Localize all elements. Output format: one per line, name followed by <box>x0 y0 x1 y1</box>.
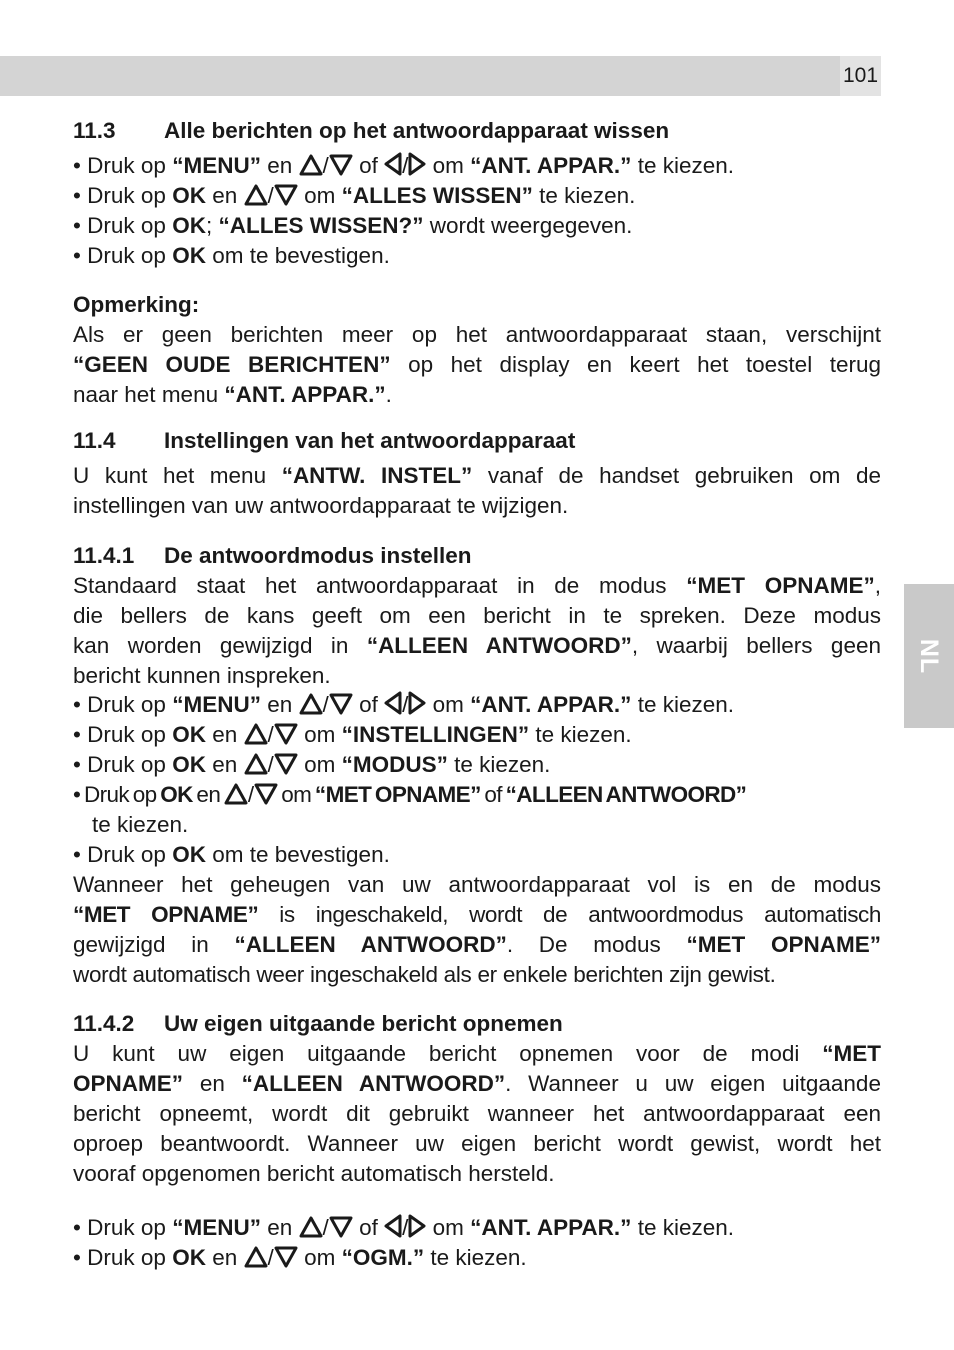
page-number: 101 <box>840 56 881 96</box>
note-line-2 <box>73 350 881 380</box>
bullet: • <box>73 1215 81 1240</box>
text: en <box>267 692 293 717</box>
text: Standaard staat het antwoordapparaat in de modus <box>73 573 667 598</box>
key-ogm: “OGM.” <box>341 1245 425 1270</box>
s11-4-2-line-5 <box>73 1159 881 1189</box>
text: te kiezen. <box>430 1245 527 1270</box>
up-arrow-icon <box>299 154 323 176</box>
key-antw-instel: “ANTW. INSTEL” <box>281 463 473 488</box>
text: . De modus <box>506 932 661 957</box>
section-number: 11.4 <box>73 428 116 453</box>
language-tab-label: NL <box>915 638 944 674</box>
key-alles-wissen-question: “ALLES WISSEN?” <box>218 213 424 238</box>
text: bericht kunnen inspreken. <box>73 663 331 688</box>
key-ok: OK <box>172 842 206 867</box>
text: om <box>281 782 312 807</box>
s11-4-2-line-4 <box>73 1129 881 1159</box>
slash: / <box>267 1245 274 1270</box>
s11-4-1-line-2 <box>73 601 881 631</box>
slash: / <box>267 722 274 747</box>
key-ok: OK <box>172 1245 206 1270</box>
key-met-opname: “MET OPNAME” <box>686 573 875 598</box>
s11-4-1-para2-line-4 <box>73 960 881 990</box>
right-arrow-icon <box>408 1214 426 1238</box>
text: vanaf de handset gebruiken om de <box>487 463 882 488</box>
text: vooraf opgenomen bericht automatisch hersteld. <box>73 1161 555 1186</box>
text: en <box>267 153 293 178</box>
section-heading-11-4-2 <box>73 1009 881 1039</box>
section-title: Uw eigen uitgaande bericht opnemen <box>164 1011 563 1036</box>
key-ant-appar: “ANT. APPAR.” <box>470 1215 632 1240</box>
slash: / <box>402 692 409 717</box>
key-instellingen: “INSTELLINGEN” <box>341 722 530 747</box>
section-heading-11-3 <box>73 116 881 146</box>
text: gewijzigd in <box>73 932 209 957</box>
section-heading-11-4-1 <box>73 541 881 571</box>
right-arrow-icon <box>408 691 426 715</box>
note-line-1 <box>73 320 881 350</box>
step-ok-modus <box>73 750 881 780</box>
key-met-opname: “MET OPNAME” <box>314 782 481 807</box>
text: te kiezen. <box>539 183 636 208</box>
text: Druk op <box>87 1245 166 1270</box>
text: wordt weergegeven. <box>429 213 633 238</box>
text: bericht opneemt, wordt dit gebruikt wanneer het antwoordapparaat een <box>73 1101 881 1126</box>
down-arrow-icon <box>329 693 353 715</box>
section-heading-11-4 <box>73 426 881 456</box>
text: op het display en keert het toestel terug <box>408 352 881 377</box>
down-arrow-icon <box>274 753 298 775</box>
key-ant-appar: “ANT. APPAR.” <box>224 382 386 407</box>
bullet: • <box>73 243 81 268</box>
text: te kiezen. <box>92 812 189 837</box>
s11-4-1-line-4 <box>73 661 881 691</box>
s11-4-1-para2-line-3 <box>73 930 881 960</box>
note-title-text: Opmerking: <box>73 292 200 317</box>
step-ok-confirm <box>73 241 881 271</box>
slash: / <box>267 183 274 208</box>
step-menu-ant-appar <box>73 151 881 181</box>
left-arrow-icon <box>384 691 402 715</box>
text: en <box>212 183 238 208</box>
text: te kiezen. <box>454 752 551 777</box>
key-alleen-antwoord: “ALLEEN ANTWOORD” <box>366 633 632 658</box>
slash: / <box>267 752 274 777</box>
msg-geen-oude-berichten: “GEEN OUDE BERICHTEN” <box>73 352 391 377</box>
step-ok-confirm <box>73 840 881 870</box>
text: en <box>196 782 221 807</box>
slash: / <box>322 153 329 178</box>
key-modus: “MODUS” <box>341 752 448 777</box>
text: of <box>359 153 378 178</box>
text: om <box>304 183 336 208</box>
step-ok-mode-choice <box>73 780 881 810</box>
text: U kunt het menu <box>73 463 267 488</box>
text: en <box>199 1071 225 1096</box>
text: en <box>212 752 238 777</box>
text: Druk op <box>87 722 166 747</box>
text: en <box>212 722 238 747</box>
text: , waarbij bellers geen <box>631 633 881 658</box>
note-title <box>73 290 881 320</box>
s11-4-1-line-3 <box>73 631 881 661</box>
left-arrow-icon <box>384 1214 402 1238</box>
text: U kunt uw eigen uitgaande bericht opnemen voor de modi <box>73 1041 800 1066</box>
key-alleen-antwoord: “ALLEEN ANTWOORD” <box>241 1071 506 1096</box>
key-ok: OK <box>172 183 206 208</box>
s11-4-2-line-1 <box>73 1039 881 1069</box>
key-ok: OK <box>172 722 206 747</box>
text: Druk op <box>87 692 166 717</box>
text: om <box>304 722 336 747</box>
text: Druk op <box>87 213 166 238</box>
text: instellingen van uw antwoordapparaat te wijzigen. <box>73 493 569 518</box>
step-menu-ant-appar <box>73 1213 881 1243</box>
key-met: “MET <box>822 1041 881 1066</box>
up-arrow-icon <box>244 753 268 775</box>
key-ok: OK <box>160 782 193 807</box>
text: Druk op <box>87 752 166 777</box>
text: om <box>432 1215 464 1240</box>
text: kan worden gewijzigd in <box>73 633 349 658</box>
key-ant-appar: “ANT. APPAR.” <box>470 153 632 178</box>
text: of <box>484 782 502 807</box>
bullet: • <box>73 722 81 747</box>
bullet: • <box>73 782 81 807</box>
text: oproep beantwoordt. Wanneer uw eigen bericht wordt gewist, wordt het <box>73 1131 881 1156</box>
text: die bellers de kans geeft om een bericht in te spreken. Deze modus <box>73 603 881 628</box>
up-arrow-icon <box>224 783 248 805</box>
section-title: Instellingen van het antwoordapparaat <box>164 428 576 453</box>
step-ok-mode-choice-wrap <box>73 810 900 840</box>
s11-4-2-line-3 <box>73 1099 881 1129</box>
key-opname: OPNAME” <box>73 1071 184 1096</box>
key-alleen-antwoord: “ALLEEN ANTWOORD” <box>505 782 747 807</box>
key-menu: “MENU” <box>172 692 261 717</box>
bullet: • <box>73 213 81 238</box>
s11-4-1-line-1: Standaard staat het antwoordapparaat in de modus “MET OPNAME”, <box>73 573 881 598</box>
right-arrow-icon <box>408 152 426 176</box>
down-arrow-icon <box>329 1216 353 1238</box>
step-menu-ant-appar <box>73 690 881 720</box>
up-arrow-icon <box>299 693 323 715</box>
key-met-opname: “MET OPNAME” <box>73 902 259 927</box>
text: wordt automatisch weer ingeschakeld als er enkele berichten zijn gewist. <box>73 962 776 987</box>
key-met-opname: “MET OPNAME” <box>686 932 881 957</box>
section-title: De antwoordmodus instellen <box>164 543 472 568</box>
step-ok-alles-wissen <box>73 181 881 211</box>
slash: / <box>322 1215 329 1240</box>
text: en <box>212 1245 238 1270</box>
step-ok-instellingen <box>73 720 881 750</box>
slash: / <box>402 1215 409 1240</box>
down-arrow-icon <box>329 154 353 176</box>
key-ant-appar: “ANT. APPAR.” <box>470 692 632 717</box>
text: Druk op <box>87 243 166 268</box>
text: of <box>359 692 378 717</box>
down-arrow-icon <box>274 1246 298 1268</box>
text: en <box>267 1215 293 1240</box>
slash: / <box>322 692 329 717</box>
text: om <box>304 1245 336 1270</box>
s11-4-line-2 <box>73 491 881 521</box>
s11-4-1-para2-line-2 <box>73 900 881 930</box>
s11-4-1-para2-line-1 <box>73 870 881 900</box>
note-line-3: naar het menu “ANT. APPAR.”. <box>73 382 392 407</box>
text: Wanneer het geheugen van uw antwoordapparaat vol is en de modus <box>73 872 881 897</box>
up-arrow-icon <box>244 723 268 745</box>
up-arrow-icon <box>244 184 268 206</box>
down-arrow-icon <box>274 184 298 206</box>
text: te kiezen. <box>637 1215 734 1240</box>
text: om te bevestigen. <box>212 842 390 867</box>
text: te kiezen. <box>535 722 632 747</box>
bullet: • <box>73 1245 81 1270</box>
text: . Wanneer u uw eigen uitgaande <box>505 1071 881 1096</box>
key-alleen-antwoord: “ALLEEN ANTWOORD” <box>234 932 507 957</box>
key-ok: OK <box>172 243 206 268</box>
section-number: 11.4.1 <box>73 543 135 568</box>
text: Druk op <box>87 842 166 867</box>
key-alles-wissen: “ALLES WISSEN” <box>341 183 533 208</box>
up-arrow-icon <box>299 1216 323 1238</box>
text: is ingeschakeld, wordt de antwoordmodus automatisch <box>279 902 882 927</box>
up-arrow-icon <box>244 1246 268 1268</box>
bullet: • <box>73 842 81 867</box>
language-tab <box>904 584 954 728</box>
bullet: • <box>73 183 81 208</box>
bullet: • <box>73 752 81 777</box>
s11-4-line-1 <box>73 461 881 491</box>
key-ok: OK <box>172 752 206 777</box>
text: Druk op <box>87 153 166 178</box>
key-ok: OK <box>172 213 206 238</box>
text: om <box>432 153 464 178</box>
text: om te bevestigen. <box>212 243 390 268</box>
slash: / <box>402 153 409 178</box>
step-ok-confirm-prompt: • Druk op OK; “ALLES WISSEN?” wordt weergegeven. <box>73 213 633 238</box>
header-bar <box>0 56 840 96</box>
text: of <box>359 1215 378 1240</box>
section-title: Alle berichten op het antwoordapparaat wissen <box>164 118 670 143</box>
s11-4-2-line-2 <box>73 1069 881 1099</box>
text: Als er geen berichten meer op het antwoordapparaat staan, verschijnt <box>73 322 881 347</box>
text: om <box>432 692 464 717</box>
text: te kiezen. <box>637 692 734 717</box>
down-arrow-icon <box>274 723 298 745</box>
text: te kiezen. <box>637 153 734 178</box>
text: Druk op <box>87 1215 166 1240</box>
text: Druk op <box>87 183 166 208</box>
slash: / <box>247 782 254 807</box>
key-menu: “MENU” <box>172 153 261 178</box>
bullet: • <box>73 153 81 178</box>
section-number: 11.3 <box>73 118 116 143</box>
left-arrow-icon <box>384 152 402 176</box>
down-arrow-icon <box>254 783 278 805</box>
key-menu: “MENU” <box>172 1215 261 1240</box>
bullet: • <box>73 692 81 717</box>
text: naar het menu <box>73 382 219 407</box>
text: om <box>304 752 336 777</box>
text: Druk op <box>83 782 157 807</box>
step-ok-ogm <box>73 1243 881 1273</box>
section-number: 11.4.2 <box>73 1011 135 1036</box>
